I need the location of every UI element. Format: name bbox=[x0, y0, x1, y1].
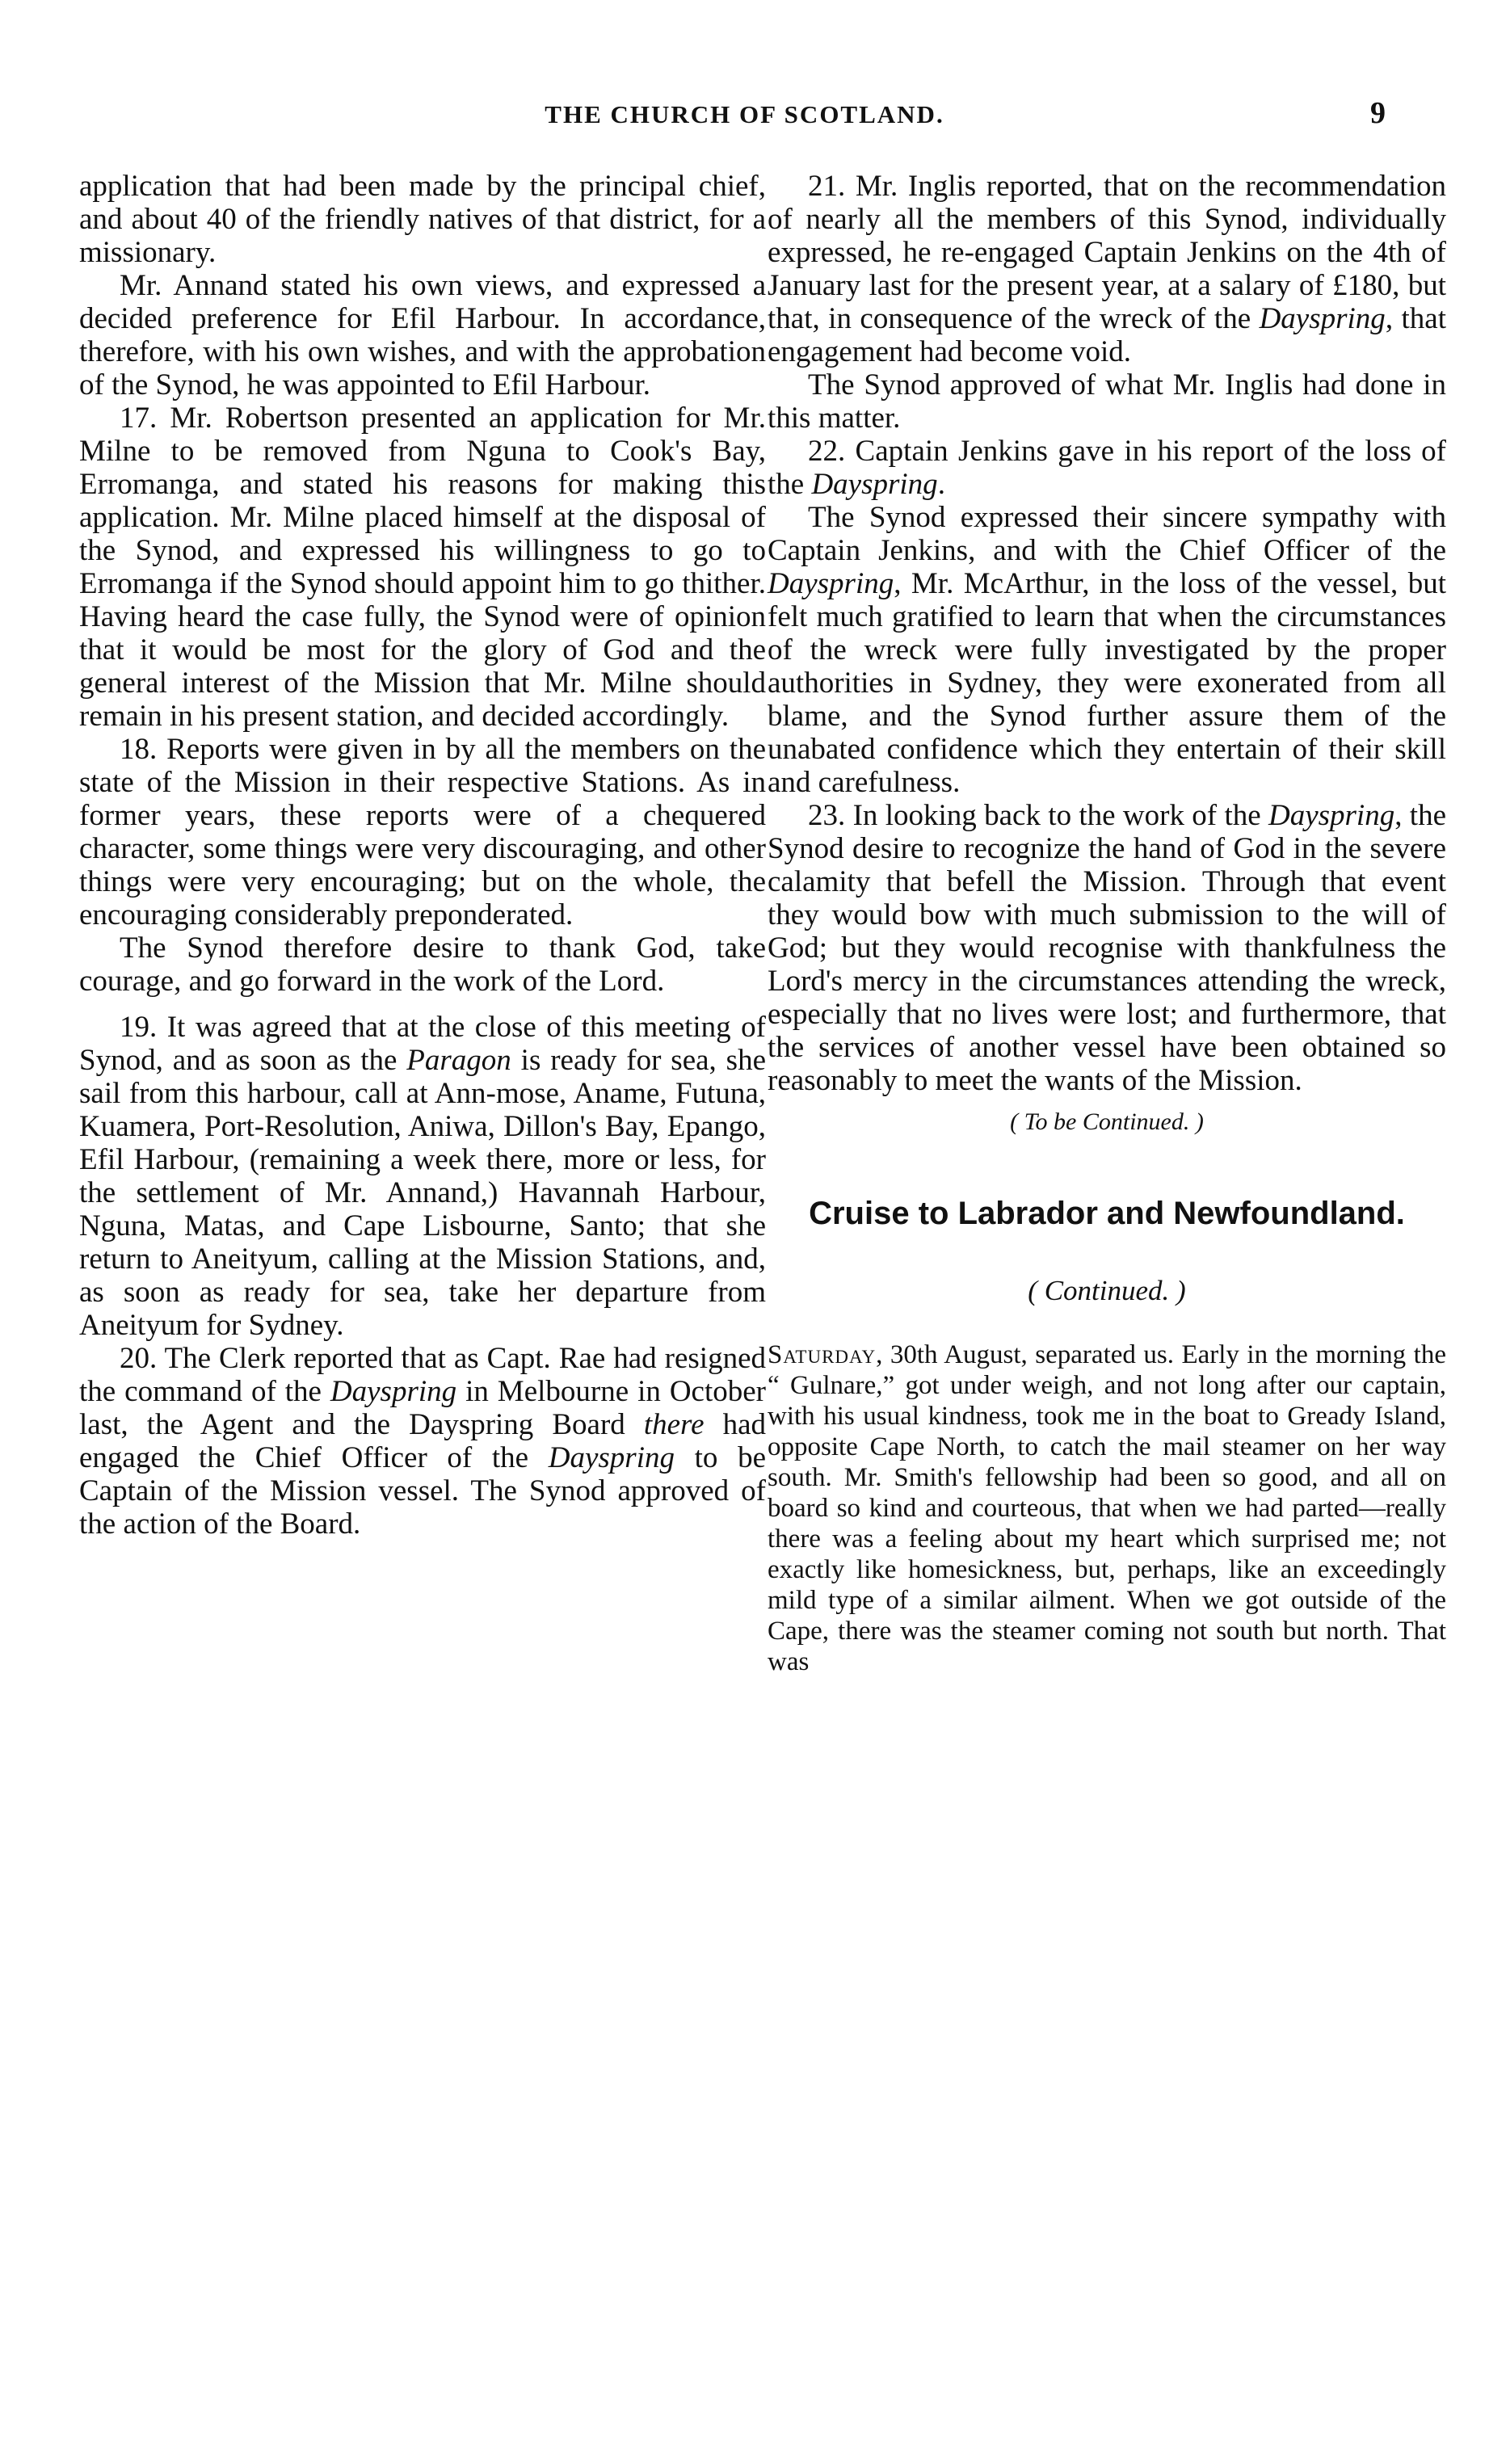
emphasis: there bbox=[643, 1408, 705, 1441]
running-title: THE CHURCH OF SCOTLAND. bbox=[545, 100, 944, 128]
paragraph-20 bbox=[79, 1342, 766, 1541]
text-run: to be Captain of the Mission vessel. The Synod approved of the action of the Board. bbox=[79, 1441, 766, 1541]
cruise-text bbox=[768, 1339, 1446, 1677]
paragraph-18: 18. Reports were given in by all the members on the state of the Mission in their respective Stations. As in former years, these reports were of a chequered character, some things were very discouraging, and other things were very encouraging; but on the whole, the encouraging considerably preponderated. bbox=[79, 733, 766, 931]
text-run: 21. Mr. Inglis reported, that on the recommendation of nearly all the members of this Synod, individually expressed, he re-engaged Captain Jenkins on the 4th of January last for the present year, at a salary of £180, but that, in consequence of the wreck of the bbox=[768, 170, 1446, 335]
paragraph-continuation: application that had been made by the principal chief, and about 40 of the friendly natives of that district, for a missionary. bbox=[79, 170, 766, 269]
text-run: 23. In looking back to the work of the bbox=[808, 799, 1268, 832]
section-continued: ( Continued. ) bbox=[1028, 1275, 1186, 1306]
text-run: 20. The Clerk reported that as Capt. Rae had resigned the command of the bbox=[79, 1342, 766, 1408]
text-run: , that engagement had become void. bbox=[768, 302, 1446, 368]
text-run: , 30th August, separated us. Early in the morning the “ Gulnare,” got under weigh, and not long after our captain, with his usual kindness, took me in the boat to Gready Island, opposite Cape North, to catch the mail steamer on her way south. Mr. Smith's fellowship had been so good, and all on board so kind and courteous, that when we had parted—really there was a feeling about my heart which surprised me; not exactly like homesickness, but, perhaps, like an exceedingly mild type of a similar ailment. When we got outside of the Cape, there was the steamer coming not south but north. That was bbox=[768, 1340, 1446, 1676]
text-run: 22. Captain Jenkins gave in his report of the loss of the bbox=[768, 435, 1446, 501]
paragraph-saturday bbox=[768, 1339, 1446, 1677]
text-run: is ready for sea, she sail from this harbour, call at Ann-mose, Aname, Futuna, Kuamera, Port-Resolution, Aniwa, Dillon's Bay, Epango, Efil Harbour, (remaining a week there, more or less, for the settlement of Mr. Annand,) Havannah Harbour, Nguna, Matas, and Cape Lisbourne, Santo; that she return to Aneityum, calling at the Mission Stations, and, as soon as ready for sea, take her departure from Aneityum for Sydney. bbox=[79, 1044, 766, 1342]
to-be-continued: ( To be Continued. ) bbox=[1010, 1108, 1204, 1135]
paragraph-21 bbox=[768, 170, 1446, 368]
text-run: 19. It was agreed that at the close of this meeting of Synod, and as soon as the bbox=[79, 1011, 766, 1077]
paragraph-22-sympathy bbox=[768, 501, 1446, 799]
lead-word: Saturday bbox=[768, 1340, 877, 1369]
ship-name: Paragon bbox=[406, 1044, 511, 1077]
paragraph-17: 17. Mr. Robertson presented an application for Mr. Milne to be removed from Nguna to Cook's Bay, Erromanga, and stated his reasons for making this application. Mr. Milne placed himself at the disposal of the Synod, and expressed his willingness to go to Erromanga if the Synod should appoint him to go thither. Having heard the case fully, the Synod were of opinion that it would be most for the glory of God and the general interest of the Mission that Mr. Milne should remain in his present station, and decided accordingly. bbox=[79, 402, 766, 733]
right-column bbox=[768, 170, 1446, 1677]
ship-name: Dayspring bbox=[811, 468, 938, 501]
text-run: , Mr. McArthur, in the loss of the vessel, but felt much gratified to learn that when the circumstances of the wreck were fully investigated by the proper authorities in Sydney, they were exonerated from all blame, and the Synod further assure them of the unabated confidence which they entertain of their skill and carefulness. bbox=[768, 567, 1446, 799]
section-title: Cruise to Labrador and Newfoundland. bbox=[809, 1196, 1405, 1231]
text-run: in Melbourne in October last, the Agent and the Dayspring Board bbox=[79, 1375, 766, 1441]
left-column bbox=[79, 170, 766, 1541]
paragraph-23 bbox=[768, 799, 1446, 1097]
paragraph-18-synod: The Synod therefore desire to thank God, take courage, and go forward in the work of the Lord. bbox=[79, 931, 766, 998]
paragraph-22 bbox=[768, 435, 1446, 501]
text-run: had engaged the Chief Officer of the bbox=[79, 1408, 766, 1474]
ship-name: Dayspring bbox=[768, 567, 894, 600]
paragraph-21-approval: The Synod approved of what Mr. Inglis had done in this matter. bbox=[768, 368, 1446, 435]
ship-name: Dayspring bbox=[548, 1441, 675, 1474]
ship-name: Dayspring bbox=[1259, 302, 1386, 335]
ship-name: Dayspring bbox=[1268, 799, 1395, 832]
text-run: . bbox=[937, 468, 945, 501]
page-header bbox=[0, 95, 1489, 141]
page-number: 9 bbox=[1370, 96, 1386, 130]
text-run: , the Synod desire to recognize the hand of God in the severe calamity that befell the Mission. Through that event they would bow with much submission to the will of God; but they would recognise with thankfulness the Lord's mercy in the circumstances attending the wreck, especially that no lives were lost; and furthermore, that the services of another vessel have been obtained so reasonably to meet the wants of the Mission. bbox=[768, 799, 1446, 1097]
text-run: The Synod expressed their sincere sympathy with Captain Jenkins, and with the Chief Officer of the bbox=[768, 501, 1446, 567]
paragraph-19 bbox=[79, 1011, 766, 1342]
ship-name: Dayspring bbox=[330, 1375, 457, 1408]
paragraph-annand: Mr. Annand stated his own views, and expressed a decided preference for Efil Harbour. In accordance, therefore, with his own wishes, and with the approbation of the Synod, he was appointed to Efil Harbour. bbox=[79, 269, 766, 402]
